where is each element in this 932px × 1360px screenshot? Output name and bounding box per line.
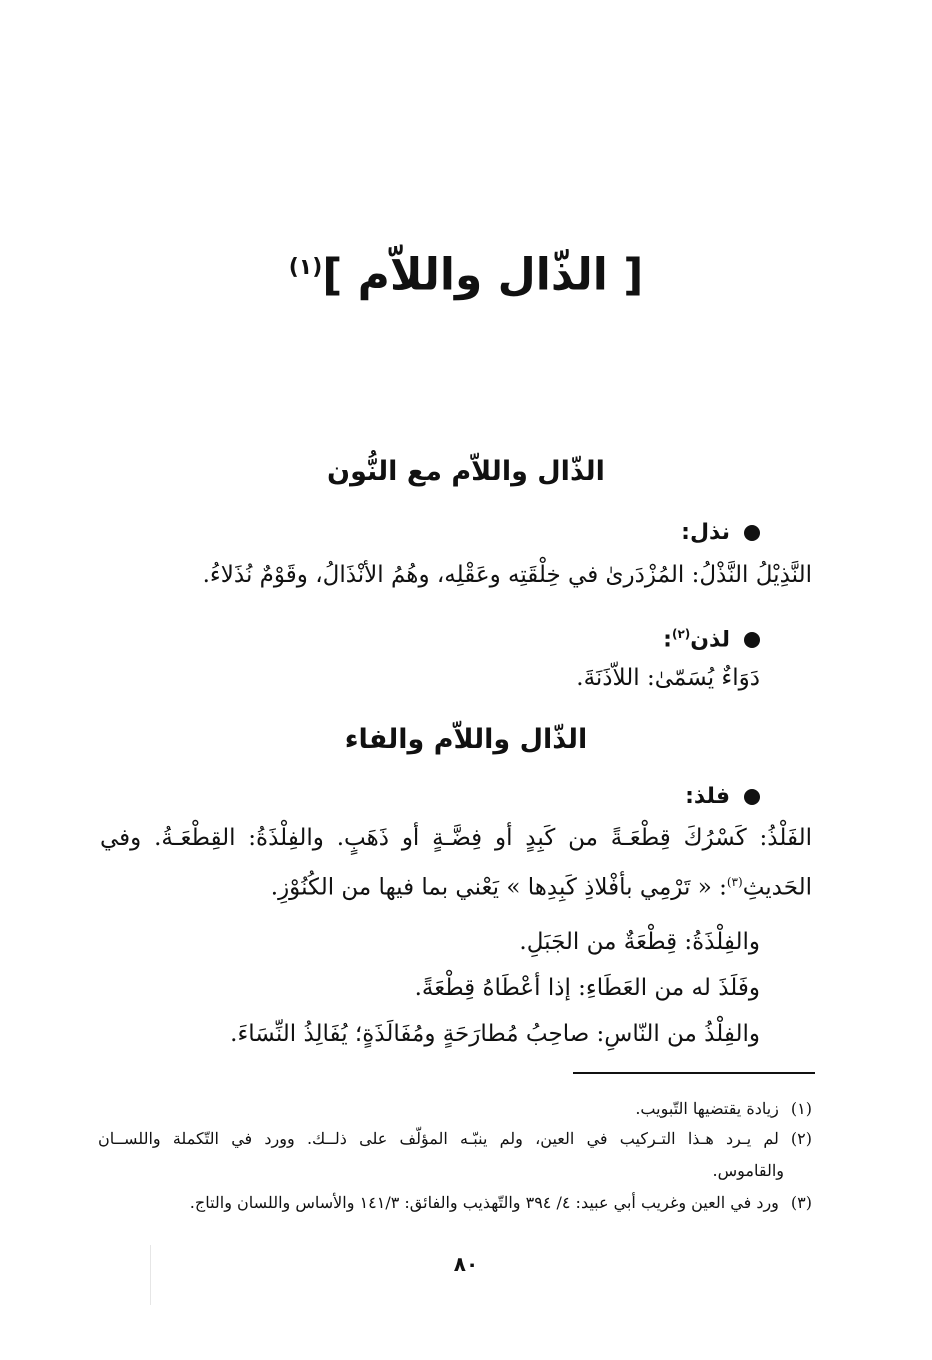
footnote-text: زيادة يقتضيها التّبويب. — [635, 1099, 779, 1118]
entry-root-nadhal — [681, 516, 760, 550]
entry-footnote-ref: (٢) — [671, 627, 691, 641]
scan-artifact — [150, 1245, 151, 1305]
footnote-number: (٣) — [790, 1193, 812, 1212]
entry-root-faladh — [685, 780, 760, 814]
entry-root-colon: : — [663, 627, 672, 653]
entry-text-line: النَّذِيْلُ النَّذْلُ: المُزْدَرىٰ في خِلْقَتِه وعَقْلِه، وهُمُ الأنْذَالُ، وقَوْمٌ نُذَلاءُ. — [202, 562, 812, 588]
entry-text-hadith: الحَديثِ — [742, 874, 812, 901]
entry-text-line: الفَلْذُ: كَسْرُكَ قِطْعَـةً من كَبِدٍ أو فِضَّـةٍ أو ذَهَبٍ. والفِلْذَةُ: القِطْعَـةُ. وفي — [100, 825, 812, 851]
footnote-2 — [98, 1124, 812, 1154]
entry-root-label: فلذ: — [685, 784, 730, 809]
entry-text-line: وفَلَذَ له من العَطَاءِ: إذا أعْطَاهُ قِطْعَةً. — [414, 975, 760, 1001]
footnote-separator — [573, 1072, 815, 1074]
page-number: ٨٠ — [453, 1252, 479, 1276]
entry-text-line — [271, 862, 812, 908]
entry-text-hadith-quote: : « تَرْمِي بأفْلاذِ كَبِدِها » يَعْني بما فيها من الكُنُوْزِ. — [270, 874, 727, 901]
footnote-text: لم يـرد هـذا التـركيب في العين، ولم ينبّـه المؤلّف على ذلــك. وورد في التّكملة واللســان — [98, 1129, 779, 1148]
footnote-3 — [98, 1188, 812, 1218]
entry-text-line: دَوَاءٌ يُسَمّىٰ: اللاّذَنَةَ. — [576, 665, 760, 691]
footnote-1 — [98, 1094, 812, 1124]
bullet-icon — [744, 525, 760, 541]
bullet-icon — [744, 789, 760, 805]
footnote-number: (٢) — [790, 1129, 812, 1148]
section-heading-nun: الذّال واللاّم مع النُّون — [327, 456, 605, 487]
footnote-number: (١) — [790, 1099, 812, 1118]
entry-text-line: والفِلْذُ من النّاسِ: صاحِبُ مُطارَحَةٍ ومُفَالَذَةٍ؛ يُفَالِذُ النِّسَاءَ. — [230, 1021, 760, 1047]
entry-root-label: نذل: — [681, 520, 730, 545]
footnote-2-continuation: والقاموس. — [712, 1161, 784, 1180]
entry-footnote-ref: (٣) — [726, 875, 743, 889]
chapter-title-text: [ الذّال واللاّم ] — [322, 249, 644, 301]
bullet-icon — [744, 632, 760, 648]
chapter-footnote-ref: (١) — [288, 255, 323, 280]
entry-text-line: والفِلْذَةُ: قِطْعَةٌ من الجَبَلِ. — [519, 929, 760, 955]
section-heading-fa: الذّال واللاّم والفاء — [344, 724, 588, 755]
entry-root-label: لذن — [690, 627, 730, 653]
entry-root-ladhan — [663, 617, 760, 657]
chapter-title — [0, 228, 932, 316]
footnote-text: ورد في العين وغريب أبي عبيد: ٤/ ٣٩٤ والتّهذيب والفائق: ١٤١/٣ والأساس واللسان والتاج. — [189, 1193, 779, 1212]
